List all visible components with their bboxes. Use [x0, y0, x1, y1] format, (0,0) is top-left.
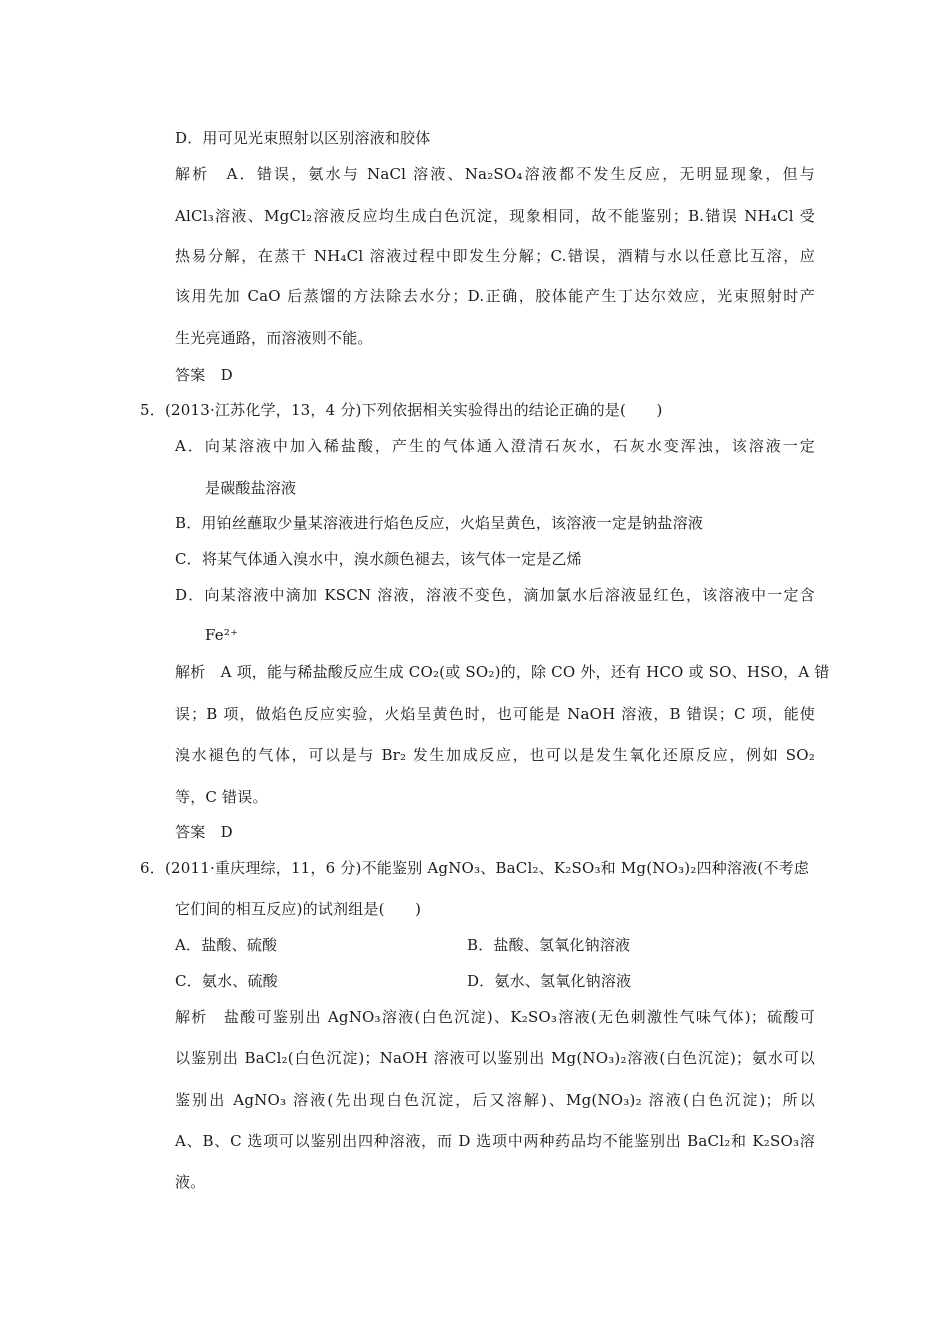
q6-stem-continued: 它们间的相互反应)的试剂组是( ): [175, 900, 422, 918]
q5-analysis-line: 误；B 项，做焰色反应实验，火焰呈黄色时，也可能是 NaOH 溶液，B 错误；C 项，能使: [175, 705, 815, 723]
q5-analysis-line: 溴水褪色的气体，可以是与 Br₂ 发生加成反应，也可以是发生氧化还原反应，例如 SO₂: [175, 746, 815, 764]
q5-option-d: D．向某溶液中滴加 KSCN 溶液，溶液不变色，滴加氯水后溶液显红色，该溶液中一定含: [175, 586, 815, 604]
q6-option-b: B．盐酸、氢氧化钠溶液: [467, 936, 631, 954]
q4-analysis-line: 生光亮通路，而溶液则不能。: [175, 329, 373, 347]
q5-analysis-line: 等，C 错误。: [175, 788, 268, 806]
q4-analysis-line: 该用先加 CaO 后蒸馏的方法除去水分；D.正确，胶体能产生丁达尔效应，光束照射时产: [175, 287, 815, 305]
q4-option-d: D．用可见光束照射以区别溶液和胶体: [175, 129, 431, 147]
q4-answer: 答案 D: [175, 366, 233, 384]
q4-analysis-line: 解析 A．错误，氨水与 NaCl 溶液、Na₂SO₄溶液都不发生反应，无明显现象，但与: [175, 165, 815, 183]
q4-analysis-line: 热易分解，在蒸干 NH₄Cl 溶液过程中即发生分解；C.错误，酒精与水以任意比互溶，应: [175, 247, 815, 265]
q5-option-b: B．用铂丝蘸取少量某溶液进行焰色反应，火焰呈黄色，该溶液一定是钠盐溶液: [175, 514, 704, 532]
q6-analysis-line: 解析 盐酸可鉴别出 AgNO₃溶液(白色沉淀)、K₂SO₃溶液(无色刺激性气味气体)；硫酸可: [175, 1008, 815, 1026]
q5-analysis-line: 解析 A 项，能与稀盐酸反应生成 CO₂(或 SO₂)的，除 CO 外，还有 HCO 或 SO、HSO，A 错: [175, 663, 830, 681]
q6-analysis-line: A、B、C 选项可以鉴别出四种溶液，而 D 选项中两种药品均不能鉴别出 BaCl₂和 K₂SO₃溶: [175, 1132, 815, 1150]
q5-option-a: A．向某溶液中加入稀盐酸，产生的气体通入澄清石灰水，石灰水变浑浊，该溶液一定: [175, 437, 815, 455]
q4-analysis-line: AlCl₃溶液、MgCl₂溶液反应均生成白色沉淀，现象相同，故不能鉴别；B.错误 NH₄Cl 受: [175, 207, 815, 225]
q5-option-d-continued: Fe²⁺: [205, 626, 239, 644]
q6-analysis-line: 液。: [175, 1173, 206, 1191]
q5-stem: 5．(2013·江苏化学，13，4 分)下列依据相关实验得出的结论正确的是( ): [140, 401, 663, 419]
q5-answer: 答案 D: [175, 823, 233, 841]
q6-option-a: A．盐酸、硫酸: [175, 936, 278, 954]
q6-option-c: C．氨水、硫酸: [175, 972, 278, 990]
q6-analysis-line: 鉴别出 AgNO₃ 溶液(先出现白色沉淀，后又溶解)、Mg(NO₃)₂ 溶液(白色沉淀)；所以: [175, 1091, 815, 1109]
q5-option-c: C．将某气体通入溴水中，溴水颜色褪去，该气体一定是乙烯: [175, 550, 582, 568]
q6-analysis-line: 以鉴别出 BaCl₂(白色沉淀)；NaOH 溶液可以鉴别出 Mg(NO₃)₂溶液(白色沉淀)；氨水可以: [175, 1049, 815, 1067]
q5-option-a-continued: 是碳酸盐溶液: [205, 479, 297, 497]
q6-option-d: D．氨水、氢氧化钠溶液: [467, 972, 632, 990]
q6-stem: 6．(2011·重庆理综，11，6 分)不能鉴别 AgNO₃、BaCl₂、K₂SO₃和 Mg(NO₃)₂四种溶液(不考虑: [140, 859, 810, 877]
